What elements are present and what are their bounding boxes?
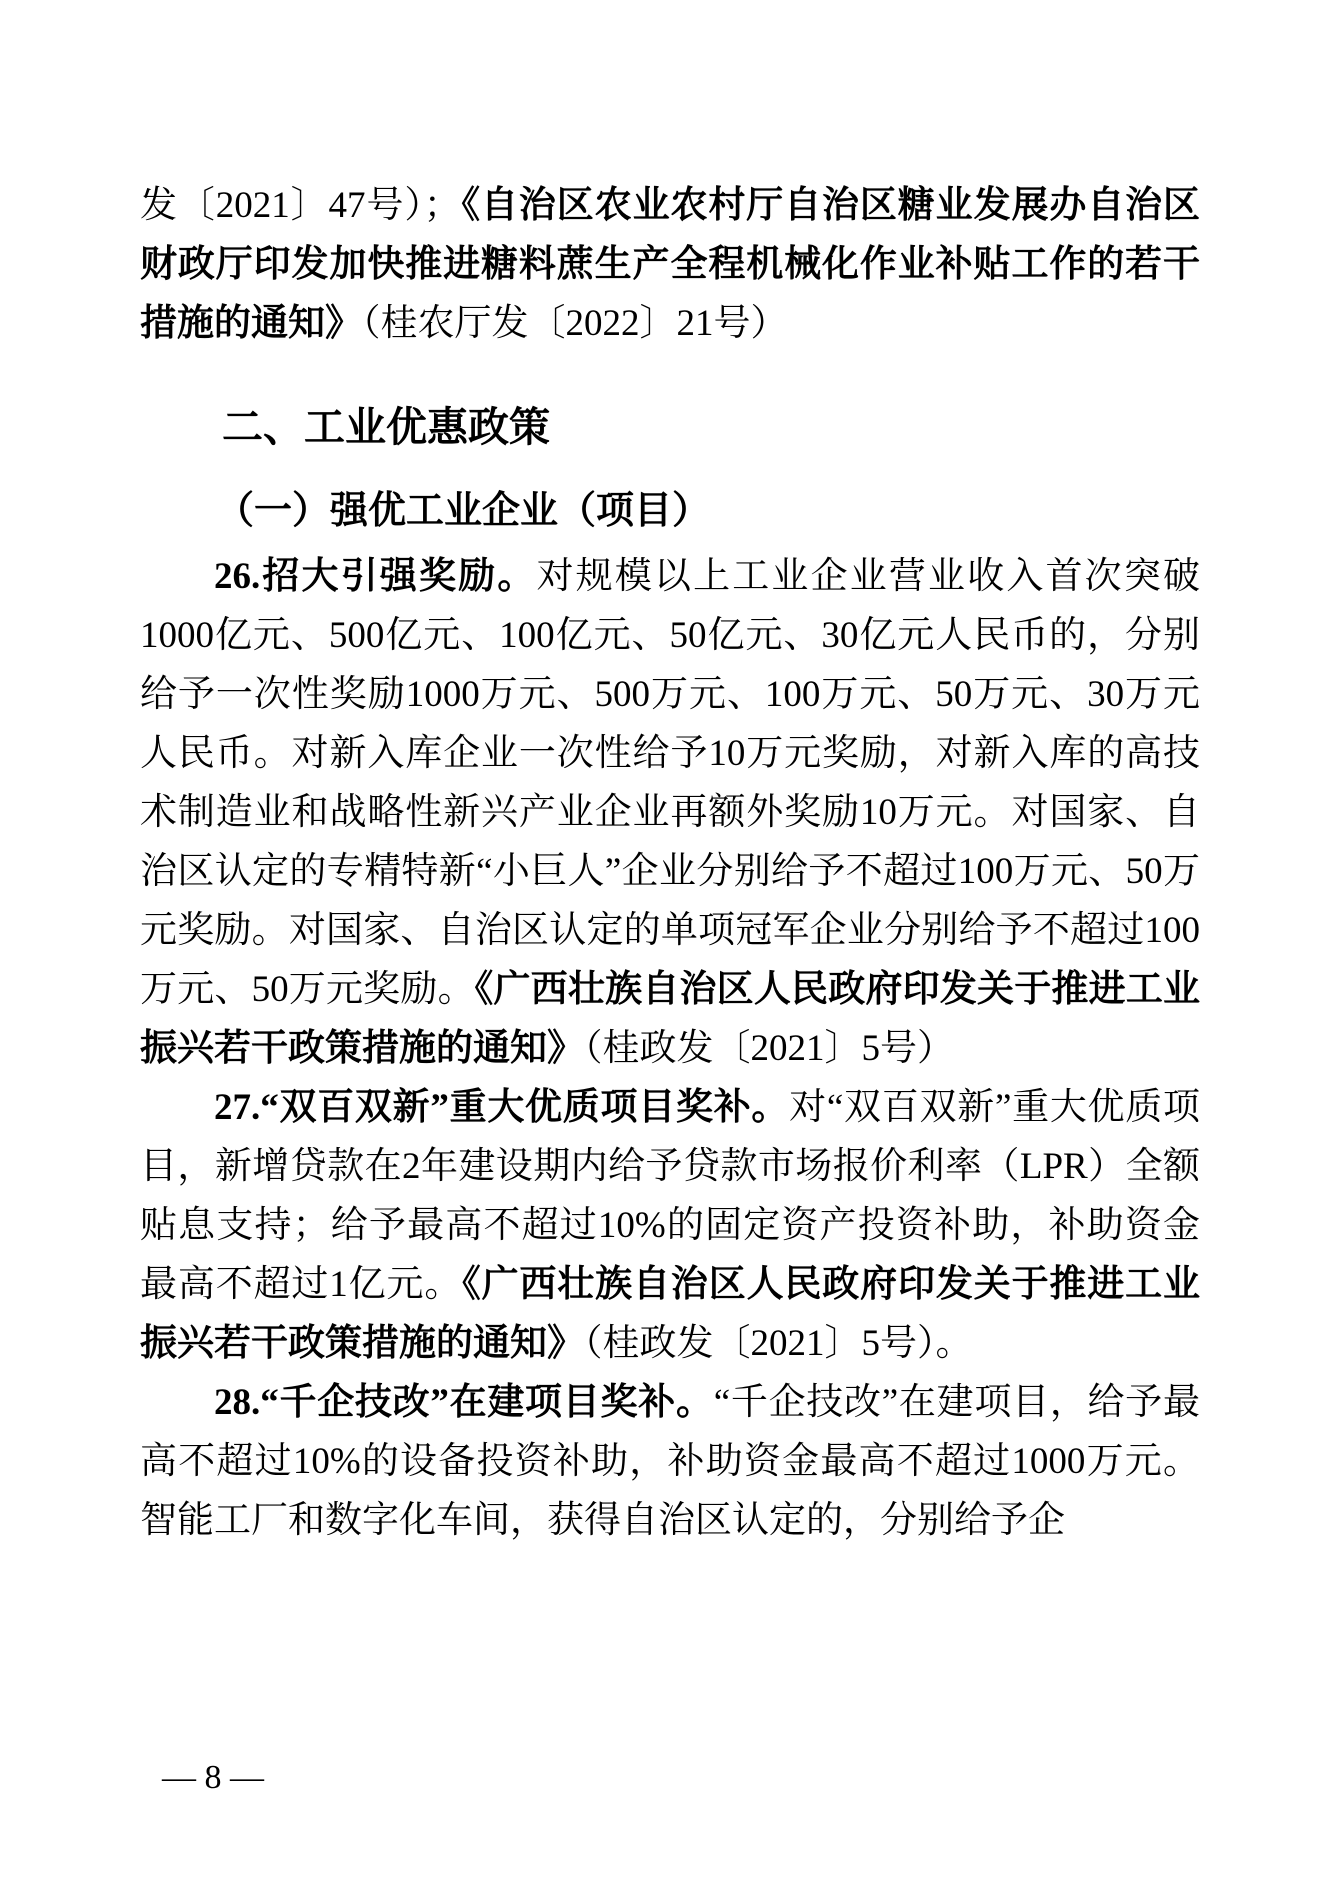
policy-paragraph <box>140 1078 1200 1373</box>
text-run: 对“双百双新”重大优质项目，新增贷款在2年建设期内给予贷款市场报价利率（LPR）全额贴息支持；给予最高不超过10%的固定资产投资补助，补助资金最高不超过1亿元。 <box>140 1087 1200 1305</box>
policy-paragraph <box>140 547 1200 1078</box>
text-run: （桂农厅发〔2022〕21号） <box>362 303 788 344</box>
page-number: — 8 — <box>162 1759 264 1796</box>
text-run-bold: 《自治区农业农村厅自治区糖业发展办自治区财政厅印发加快推进糖料蔗生产全程机械化作业补贴工作的若干措施的通知》 <box>140 185 1201 344</box>
text-run: 发〔2021〕47号）； <box>140 185 461 226</box>
document-body <box>140 176 1200 1550</box>
text-run-bold: 二、工业优惠政策 <box>222 404 550 450</box>
text-run-bold: 28.“千企技改”在建项目奖补。 <box>214 1382 714 1423</box>
text-run: （桂政发〔2021〕5号） <box>584 1028 954 1069</box>
text-run-bold: （一）强优工业企业（项目） <box>216 490 711 532</box>
paragraph-continued <box>140 176 1200 353</box>
text-run-bold: 《广西壮族自治区人民政府印发关于推进工业振兴若干政策措施的通知》 <box>140 1264 1201 1364</box>
subsection-heading <box>140 481 1200 541</box>
text-run: 对规模以上工业企业营业收入首次突破1000亿元、500亿元、100亿元、50亿元、30亿元人民币的，分别给予一次性奖励1000万元、500万元、100万元、50万元、30万元人民币。对新入库企业一次性给予10万元奖励，对新入库的高技术制造业和战略性新兴产业企业再额外奖励10万元。对国家、自治区认定的专精特新“小巨人”企业分别给予不超过100万元、50万元奖励。对国家、自治区认定的单项冠军企业分别给予不超过100万元、50万元奖励。 <box>140 556 1200 1010</box>
policy-paragraph <box>140 1373 1200 1550</box>
text-run: “千企技改”在建项目，给予最高不超过10%的设备投资补助，补助资金最高不超过1000万元。智能工厂和数字化车间，获得自治区认定的，分别给予企 <box>140 1382 1200 1541</box>
page-footer <box>162 1756 264 1800</box>
text-run-bold: 27.“双百双新”重大优质项目奖补。 <box>214 1087 790 1128</box>
text-run: （桂政发〔2021〕5号）。 <box>584 1323 973 1364</box>
text-run-bold: 《广西壮族自治区人民政府印发关于推进工业振兴若干政策措施的通知》 <box>140 969 1201 1069</box>
section-heading <box>140 397 1200 457</box>
text-run-bold: 26.招大引强奖励。 <box>214 556 537 597</box>
